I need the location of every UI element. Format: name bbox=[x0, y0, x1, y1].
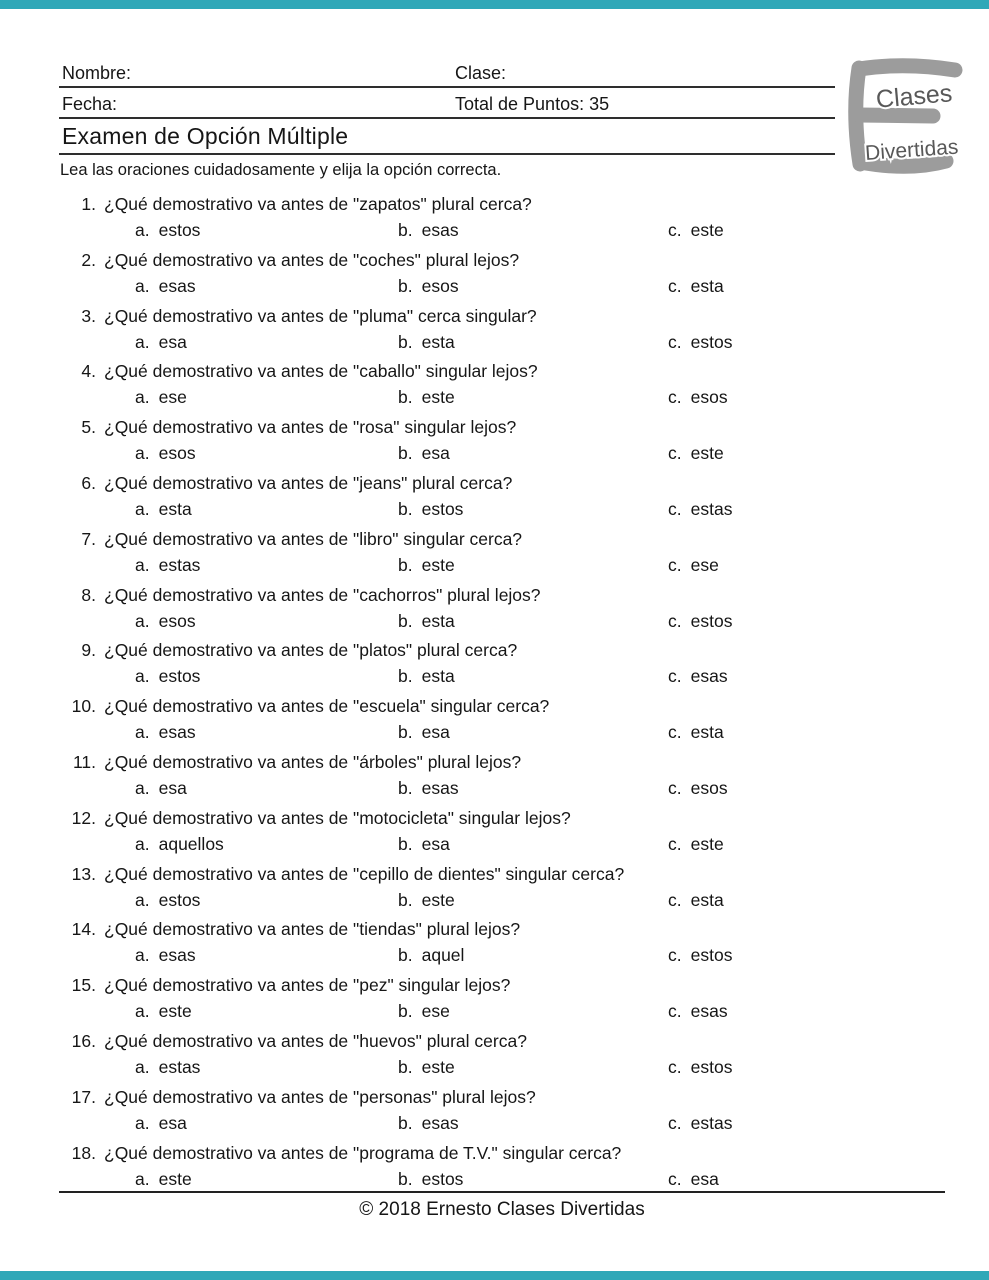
option-c-letter: c. bbox=[668, 722, 682, 743]
question-text: ¿Qué demostrativo va antes de "árboles" plural lejos? bbox=[104, 751, 522, 772]
clases-divertidas-logo bbox=[843, 58, 975, 176]
option-a bbox=[135, 889, 200, 911]
option-a bbox=[135, 1168, 192, 1190]
option-c-letter: c. bbox=[668, 220, 682, 240]
question-item bbox=[0, 863, 989, 919]
header-divider-1 bbox=[59, 86, 835, 88]
question-number: 4. bbox=[81, 361, 96, 382]
option-c bbox=[668, 833, 724, 855]
option-a-text: esas bbox=[158, 722, 196, 743]
option-c-text: estos bbox=[690, 1056, 733, 1077]
logo-word-clases: Clases bbox=[874, 79, 954, 114]
option-a-text: esa bbox=[158, 1112, 187, 1133]
option-a bbox=[135, 331, 187, 353]
option-c-text: este bbox=[690, 443, 724, 464]
option-a-text: este bbox=[158, 1168, 192, 1189]
option-c-letter: c. bbox=[668, 554, 682, 575]
option-c-letter: c. bbox=[668, 1001, 682, 1022]
question-item bbox=[0, 751, 989, 807]
option-b bbox=[398, 889, 455, 911]
option-c-text: esas bbox=[690, 1001, 728, 1022]
option-c-text: este bbox=[690, 220, 724, 240]
option-b bbox=[398, 944, 464, 966]
option-c-text: esa bbox=[690, 1168, 719, 1189]
option-a bbox=[135, 386, 187, 408]
question-item bbox=[0, 584, 989, 640]
option-b-letter: b. bbox=[398, 498, 413, 519]
option-a-text: esa bbox=[158, 777, 187, 798]
option-c-letter: c. bbox=[668, 275, 682, 296]
option-c-text: estos bbox=[690, 945, 733, 966]
option-a-text: esta bbox=[158, 498, 192, 519]
option-b bbox=[398, 442, 450, 464]
option-a-text: esas bbox=[158, 945, 196, 966]
option-b-letter: b. bbox=[398, 945, 413, 966]
option-c bbox=[668, 1168, 719, 1190]
option-c bbox=[668, 1000, 728, 1022]
question-item bbox=[0, 639, 989, 695]
question-item bbox=[0, 193, 989, 249]
question-number: 5. bbox=[81, 417, 96, 438]
question-text: ¿Qué demostrativo va antes de "personas" plural lejos? bbox=[104, 1086, 536, 1107]
question-text: ¿Qué demostrativo va antes de "tiendas" plural lejos? bbox=[104, 919, 521, 940]
option-a bbox=[135, 944, 196, 966]
question-text: ¿Qué demostrativo va antes de "cachorros" plural lejos? bbox=[104, 584, 541, 605]
option-c-letter: c. bbox=[668, 1112, 682, 1133]
option-b-letter: b. bbox=[398, 1056, 413, 1077]
option-b bbox=[398, 1056, 455, 1078]
option-a-letter: a. bbox=[135, 833, 150, 854]
option-c-text: este bbox=[690, 833, 724, 854]
option-b-text: ese bbox=[421, 1001, 450, 1022]
option-c bbox=[668, 386, 728, 408]
question-number: 9. bbox=[81, 640, 96, 661]
question-item bbox=[0, 1142, 989, 1198]
option-b-text: esas bbox=[421, 220, 459, 240]
option-c-letter: c. bbox=[668, 945, 682, 966]
option-b-text: estos bbox=[421, 1168, 464, 1189]
option-c bbox=[668, 1056, 732, 1078]
option-c bbox=[668, 554, 719, 576]
option-b-letter: b. bbox=[398, 1112, 413, 1133]
option-a-letter: a. bbox=[135, 1056, 150, 1077]
option-c bbox=[668, 275, 724, 297]
option-a-text: estos bbox=[158, 666, 201, 687]
instructions-text: Lea las oraciones cuidadosamente y elija la opción correcta. bbox=[60, 161, 502, 179]
question-number: 14. bbox=[71, 919, 96, 940]
option-c bbox=[668, 721, 724, 743]
option-a bbox=[135, 610, 196, 632]
top-border-bar bbox=[0, 0, 989, 9]
option-a-letter: a. bbox=[135, 610, 150, 631]
option-b bbox=[398, 275, 459, 297]
option-b bbox=[398, 219, 459, 241]
header-row-1 bbox=[62, 62, 842, 84]
option-c-text: estos bbox=[690, 331, 733, 352]
option-b bbox=[398, 665, 455, 687]
question-number: 11. bbox=[72, 751, 96, 772]
question-number: 17. bbox=[71, 1086, 96, 1107]
question-item bbox=[0, 416, 989, 472]
fecha-label: Fecha: bbox=[62, 94, 118, 114]
option-a bbox=[135, 554, 200, 576]
option-b-letter: b. bbox=[398, 833, 413, 854]
question-text: ¿Qué demostrativo va antes de "caballo" singular lejos? bbox=[104, 361, 538, 382]
option-c-text: esta bbox=[690, 722, 724, 743]
option-c-letter: c. bbox=[668, 833, 682, 854]
option-c-letter: c. bbox=[668, 498, 682, 519]
option-c-letter: c. bbox=[668, 387, 682, 408]
question-text: ¿Qué demostrativo va antes de "platos" plural cerca? bbox=[104, 640, 518, 661]
option-c-letter: c. bbox=[668, 610, 682, 631]
option-a-letter: a. bbox=[135, 777, 150, 798]
option-c-text: esos bbox=[690, 387, 728, 408]
option-a-letter: a. bbox=[135, 1168, 150, 1189]
option-b-text: este bbox=[421, 889, 455, 910]
option-c-letter: c. bbox=[668, 331, 682, 352]
option-a-letter: a. bbox=[135, 220, 150, 240]
option-b-text: esas bbox=[421, 777, 459, 798]
question-text: ¿Qué demostrativo va antes de "programa de T.V." singular cerca? bbox=[104, 1142, 622, 1163]
option-a-text: esos bbox=[158, 443, 196, 464]
option-b bbox=[398, 777, 459, 799]
option-b-letter: b. bbox=[398, 554, 413, 575]
option-c-text: esta bbox=[690, 889, 724, 910]
question-text: ¿Qué demostrativo va antes de "pluma" cerca singular? bbox=[104, 305, 537, 326]
question-text: ¿Qué demostrativo va antes de "rosa" singular lejos? bbox=[104, 417, 517, 438]
questions-list bbox=[0, 193, 989, 1197]
question-number: 6. bbox=[81, 472, 96, 493]
option-a-letter: a. bbox=[135, 275, 150, 296]
option-b bbox=[398, 554, 455, 576]
option-c bbox=[668, 442, 724, 464]
question-item bbox=[0, 918, 989, 974]
option-a bbox=[135, 442, 196, 464]
option-b-letter: b. bbox=[398, 722, 413, 743]
option-b-text: estos bbox=[421, 498, 464, 519]
option-b bbox=[398, 498, 463, 520]
question-item bbox=[0, 974, 989, 1030]
option-b bbox=[398, 386, 455, 408]
option-a-letter: a. bbox=[135, 889, 150, 910]
question-number: 2. bbox=[81, 249, 96, 270]
option-a-letter: a. bbox=[135, 1112, 150, 1133]
option-b-text: aquel bbox=[421, 945, 465, 966]
option-a-letter: a. bbox=[135, 331, 150, 352]
option-a-letter: a. bbox=[135, 722, 150, 743]
question-number: 18. bbox=[71, 1142, 96, 1163]
option-a bbox=[135, 1112, 187, 1134]
option-a-text: aquellos bbox=[158, 833, 224, 854]
question-text: ¿Qué demostrativo va antes de "motocicleta" singular lejos? bbox=[104, 807, 571, 828]
option-a-letter: a. bbox=[135, 945, 150, 966]
header-row-2 bbox=[62, 93, 842, 115]
option-a-text: estas bbox=[158, 554, 201, 575]
question-item bbox=[0, 1030, 989, 1086]
option-a-letter: a. bbox=[135, 387, 150, 408]
option-b bbox=[398, 1112, 459, 1134]
option-c-letter: c. bbox=[668, 443, 682, 464]
question-number: 12. bbox=[71, 807, 96, 828]
option-a-letter: a. bbox=[135, 1001, 150, 1022]
question-text: ¿Qué demostrativo va antes de "jeans" plural cerca? bbox=[104, 472, 513, 493]
option-b bbox=[398, 331, 455, 353]
option-c-text: estas bbox=[690, 498, 733, 519]
option-c bbox=[668, 498, 732, 520]
question-item bbox=[0, 360, 989, 416]
option-b-letter: b. bbox=[398, 387, 413, 408]
option-c-text: ese bbox=[690, 554, 719, 575]
option-b-text: esas bbox=[421, 1112, 459, 1133]
option-c-text: esta bbox=[690, 275, 724, 296]
option-c bbox=[668, 777, 728, 799]
option-a bbox=[135, 275, 196, 297]
question-text: ¿Qué demostrativo va antes de "cepillo de dientes" singular cerca? bbox=[104, 863, 625, 884]
option-c-letter: c. bbox=[668, 777, 682, 798]
option-a bbox=[135, 1000, 192, 1022]
option-a-text: ese bbox=[158, 387, 187, 408]
option-c-text: esos bbox=[690, 777, 728, 798]
option-b-letter: b. bbox=[398, 275, 413, 296]
option-b-letter: b. bbox=[398, 331, 413, 352]
option-c bbox=[668, 665, 728, 687]
option-c-letter: c. bbox=[668, 1168, 682, 1189]
footer-divider bbox=[59, 1191, 945, 1193]
option-b bbox=[398, 1168, 463, 1190]
option-b-text: este bbox=[421, 1056, 455, 1077]
question-number: 13. bbox=[71, 863, 96, 884]
option-b-letter: b. bbox=[398, 610, 413, 631]
option-b-text: esos bbox=[421, 275, 459, 296]
option-a-letter: a. bbox=[135, 498, 150, 519]
question-text: ¿Qué demostrativo va antes de "zapatos" plural cerca? bbox=[104, 194, 532, 214]
option-b-letter: b. bbox=[398, 220, 413, 240]
question-number: 10. bbox=[71, 696, 96, 717]
question-text: ¿Qué demostrativo va antes de "coches" plural lejos? bbox=[104, 249, 520, 270]
option-c bbox=[668, 219, 724, 241]
option-c bbox=[668, 1112, 732, 1134]
question-number: 3. bbox=[81, 305, 96, 326]
option-a bbox=[135, 1056, 200, 1078]
option-b-letter: b. bbox=[398, 666, 413, 687]
option-b bbox=[398, 833, 450, 855]
option-c bbox=[668, 610, 732, 632]
option-b-text: esa bbox=[421, 722, 450, 743]
question-item bbox=[0, 249, 989, 305]
option-a-text: esos bbox=[158, 610, 196, 631]
option-b-letter: b. bbox=[398, 1001, 413, 1022]
clase-label: Clase: bbox=[455, 63, 507, 83]
option-a-text: esa bbox=[158, 331, 187, 352]
option-a bbox=[135, 833, 224, 855]
option-c-text: estos bbox=[690, 610, 733, 631]
puntos-label: Total de Puntos: 35 bbox=[455, 94, 610, 114]
option-a-text: estas bbox=[158, 1056, 201, 1077]
option-c-letter: c. bbox=[668, 666, 682, 687]
question-text: ¿Qué demostrativo va antes de "libro" singular cerca? bbox=[104, 528, 523, 549]
option-a bbox=[135, 721, 196, 743]
option-b bbox=[398, 721, 450, 743]
option-a-letter: a. bbox=[135, 666, 150, 687]
option-c-text: estas bbox=[690, 1112, 733, 1133]
question-item bbox=[0, 528, 989, 584]
question-item bbox=[0, 305, 989, 361]
page-title: Examen de Opción Múltiple bbox=[62, 123, 349, 149]
option-c bbox=[668, 331, 732, 353]
question-item bbox=[0, 695, 989, 751]
option-b-text: esta bbox=[421, 610, 455, 631]
nombre-label: Nombre: bbox=[62, 63, 132, 83]
question-item bbox=[0, 472, 989, 528]
option-c-letter: c. bbox=[668, 889, 682, 910]
option-b-text: este bbox=[421, 387, 455, 408]
logo-word-divertidas: Divertidas bbox=[864, 135, 960, 165]
option-b-letter: b. bbox=[398, 443, 413, 464]
option-a-letter: a. bbox=[135, 554, 150, 575]
option-b bbox=[398, 1000, 450, 1022]
question-item bbox=[0, 807, 989, 863]
option-a-text: esas bbox=[158, 275, 196, 296]
option-c bbox=[668, 944, 732, 966]
question-number: 1. bbox=[81, 194, 96, 214]
option-b bbox=[398, 610, 455, 632]
option-b-letter: b. bbox=[398, 889, 413, 910]
option-a-text: estos bbox=[158, 889, 201, 910]
option-b-text: esa bbox=[421, 833, 450, 854]
option-b-letter: b. bbox=[398, 1168, 413, 1189]
option-c-text: esas bbox=[690, 666, 728, 687]
header-divider-2 bbox=[59, 117, 835, 119]
question-number: 8. bbox=[81, 584, 96, 605]
option-a-text: este bbox=[158, 1001, 192, 1022]
question-text: ¿Qué demostrativo va antes de "escuela" singular cerca? bbox=[104, 696, 550, 717]
question-text: ¿Qué demostrativo va antes de "huevos" plural cerca? bbox=[104, 1030, 527, 1051]
option-a bbox=[135, 219, 200, 241]
option-a-text: estos bbox=[158, 220, 201, 240]
option-b-text: este bbox=[421, 554, 455, 575]
option-b-text: esta bbox=[421, 331, 455, 352]
option-b-text: esta bbox=[421, 666, 455, 687]
option-b-text: esa bbox=[421, 443, 450, 464]
option-a bbox=[135, 498, 192, 520]
question-number: 15. bbox=[71, 975, 96, 996]
question-item bbox=[0, 1086, 989, 1142]
question-number: 16. bbox=[71, 1030, 96, 1051]
option-a bbox=[135, 665, 200, 687]
option-c bbox=[668, 889, 724, 911]
question-text: ¿Qué demostrativo va antes de "pez" singular lejos? bbox=[104, 975, 511, 996]
option-b-letter: b. bbox=[398, 777, 413, 798]
footer-copyright: © 2018 Ernesto Clases Divertidas bbox=[359, 1199, 645, 1220]
title-divider bbox=[59, 153, 835, 155]
bottom-border-bar bbox=[0, 1271, 989, 1280]
question-number: 7. bbox=[81, 528, 96, 549]
option-a bbox=[135, 777, 187, 799]
option-a-letter: a. bbox=[135, 443, 150, 464]
option-c-letter: c. bbox=[668, 1056, 682, 1077]
